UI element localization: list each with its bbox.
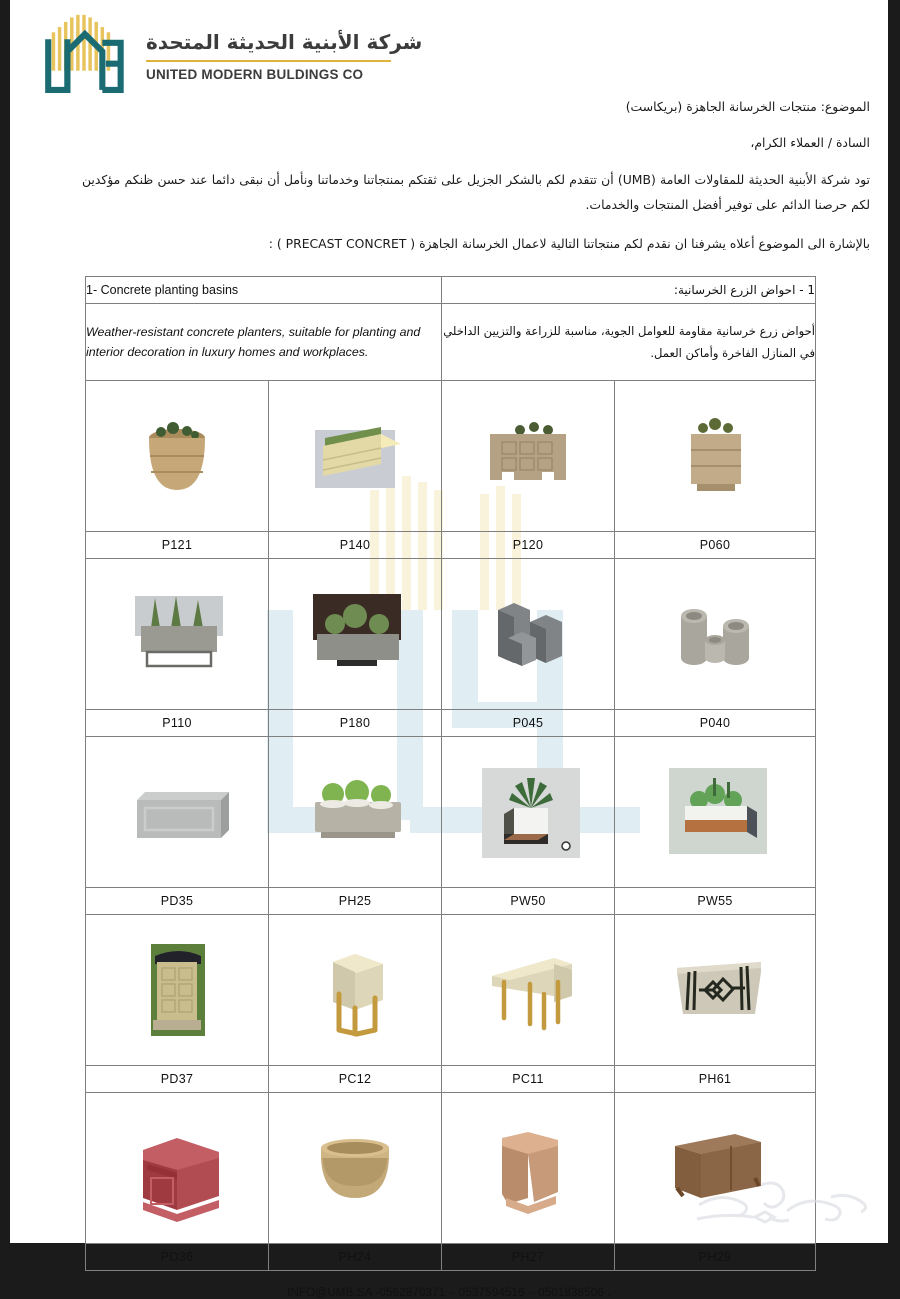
logo-divider bbox=[146, 60, 391, 62]
product-image-cell bbox=[86, 381, 269, 532]
product-code-cell: P040 bbox=[615, 710, 816, 737]
product-image-cell bbox=[269, 737, 442, 888]
product-label-row bbox=[86, 532, 816, 559]
product-image-cell bbox=[442, 381, 615, 532]
product-code-cell: PC11 bbox=[442, 1066, 615, 1093]
product-image-cell bbox=[615, 1093, 816, 1244]
catalogue-table bbox=[85, 276, 816, 1271]
product-code-cell: PW55 bbox=[615, 888, 816, 915]
footer-contact: INFO@UMB.SA -0562870371 – 0537594516 – 0501838506 . bbox=[287, 1287, 611, 1299]
product-image-cell bbox=[442, 1093, 615, 1244]
product-code-cell: PW50 bbox=[442, 888, 615, 915]
catalogue-table-wrapper bbox=[10, 270, 888, 1271]
round-ribbed-planter-with-flowers-image bbox=[86, 381, 268, 531]
grey-trough-planter-on-stand-image bbox=[86, 559, 268, 709]
document-paper bbox=[10, 0, 888, 1299]
cream-cube-planter-on-gold-legs-image bbox=[269, 915, 441, 1065]
product-image-row bbox=[86, 915, 816, 1066]
product-image-cell bbox=[615, 381, 816, 532]
product-code-cell: PD36 bbox=[86, 1244, 269, 1271]
letter-body bbox=[10, 96, 888, 255]
product-image-cell bbox=[86, 915, 269, 1066]
product-code-cell: PH29 bbox=[615, 1244, 816, 1271]
grey-rectangular-herb-planter-image bbox=[269, 559, 441, 709]
product-image-cell bbox=[86, 1093, 269, 1244]
product-code-cell: P045 bbox=[442, 710, 615, 737]
long-cream-planter-on-gold-legs-image bbox=[442, 915, 614, 1065]
concrete-trough-with-three-cacti-image bbox=[269, 737, 441, 887]
product-image-cell bbox=[269, 381, 442, 532]
letter-closing: بالإشارة الى الموضوع أعلاه يشرفنا ان نقدم لكم منتجاتنا التالية لاعمال الخرسانة الجاهزة ( PRECAST CONCRET ) : bbox=[268, 235, 870, 251]
product-image-cell bbox=[442, 915, 615, 1066]
product-image-row bbox=[86, 381, 816, 532]
product-code-cell: P180 bbox=[269, 710, 442, 737]
table-description-row bbox=[86, 304, 816, 381]
table-header-row bbox=[86, 277, 816, 304]
logo-wordmark bbox=[146, 28, 422, 82]
round-exposed-aggregate-planter-image bbox=[269, 1093, 441, 1243]
product-image-cell bbox=[269, 559, 442, 710]
product-code-cell: PD35 bbox=[86, 888, 269, 915]
three-round-grey-cylinder-planters-image bbox=[615, 559, 815, 709]
product-label-row bbox=[86, 710, 816, 737]
grey-panelled-rectangular-planter-image bbox=[86, 737, 268, 887]
square-exposed-aggregate-planter-image bbox=[442, 1093, 614, 1243]
letterhead bbox=[10, 0, 888, 96]
white-trough-with-succulents-image bbox=[615, 737, 815, 887]
product-image-cell bbox=[442, 559, 615, 710]
section-desc-ar: أحواض زرع خرسانية مقاومة للعوامل الجوية، مناسبة للزراعة والتزيين الداخلي في المنازل الفاخرة وأماكن العمل. bbox=[442, 304, 816, 381]
patterned-outdoor-bin-planter-photo-image bbox=[86, 915, 268, 1065]
product-code-cell: P121 bbox=[86, 532, 269, 559]
product-label-row bbox=[86, 1244, 816, 1271]
product-image-cell bbox=[615, 915, 816, 1066]
product-code-cell: PH27 bbox=[442, 1244, 615, 1271]
company-name-ar: شركة الأبنية الحديثة المتحدة bbox=[146, 30, 423, 54]
product-code-cell: P120 bbox=[442, 532, 615, 559]
product-image-row bbox=[86, 1093, 816, 1244]
umb-building-monogram-icon bbox=[36, 13, 132, 97]
product-image-cell bbox=[86, 737, 269, 888]
product-image-cell bbox=[615, 559, 816, 710]
product-code-cell: PH24 bbox=[269, 1244, 442, 1271]
letter-subject: الموضوع: منتجات الخرسانة الجاهزة (بريكاست) bbox=[625, 99, 870, 114]
company-name-en: UNITED MODERN BULDINGS CO bbox=[146, 67, 364, 82]
product-image-row bbox=[86, 737, 816, 888]
product-image-cell bbox=[269, 915, 442, 1066]
product-image-cell bbox=[442, 737, 615, 888]
section-title-en: 1- Concrete planting basins bbox=[86, 277, 442, 304]
product-code-cell: PC12 bbox=[269, 1066, 442, 1093]
wide-panel-planter-with-plants-image bbox=[442, 381, 614, 531]
product-image-cell bbox=[269, 1093, 442, 1244]
red-square-classic-planter-image bbox=[86, 1093, 268, 1243]
three-tall-grey-cube-planters-image bbox=[442, 559, 614, 709]
white-cube-planter-with-aloe-image bbox=[442, 737, 614, 887]
product-code-cell: P140 bbox=[269, 532, 442, 559]
brown-rectangular-aggregate-planter-image bbox=[615, 1093, 815, 1243]
product-code-cell: PD37 bbox=[86, 1066, 269, 1093]
product-label-row bbox=[86, 888, 816, 915]
trough-with-diamond-pattern-band-image bbox=[615, 915, 815, 1065]
product-code-cell: PH61 bbox=[615, 1066, 816, 1093]
section-title-ar: 1 - احواض الزرع الخرسانية: bbox=[442, 277, 816, 304]
product-label-row bbox=[86, 1066, 816, 1093]
product-code-cell: PH25 bbox=[269, 888, 442, 915]
product-image-cell bbox=[615, 737, 816, 888]
rectangular-stepped-planter-render-image bbox=[269, 381, 441, 531]
product-image-cell bbox=[86, 559, 269, 710]
product-code-cell: P060 bbox=[615, 532, 816, 559]
letter-salutation: السادة / العملاء الكرام، bbox=[750, 134, 870, 150]
section-desc-en: Weather-resistant concrete planters, suitable for planting and interior decoration in luxury homes and workplaces. bbox=[86, 304, 442, 381]
product-image-row bbox=[86, 559, 816, 710]
letter-paragraph: تود شركة الأبنية الحديثة للمقاولات العامة (UMB) أن تتقدم لكم بالشكر الجزيل على ثقتكم بمنتجاتنا وخدماتنا ونأمل أن نبقى دائما عند حسن ظنكم مؤكدين لكم حرصنا الدائم على توفير أفضل المنتجات والخدمات. bbox=[82, 171, 870, 212]
product-code-cell: P110 bbox=[86, 710, 269, 737]
square-tapered-planter-with-plants-image bbox=[615, 381, 815, 531]
